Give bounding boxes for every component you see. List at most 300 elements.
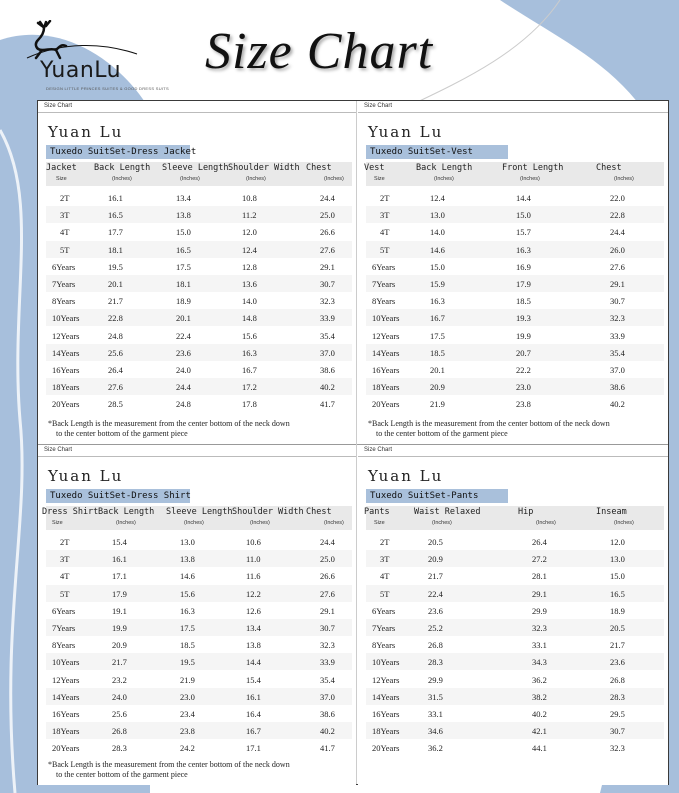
table-cell: 17.2 — [242, 382, 257, 393]
table-cell: 30.7 — [320, 279, 335, 289]
table-cell: 16.1 — [112, 554, 127, 565]
table-row — [366, 567, 664, 584]
panel-top-label: Size Chart — [38, 445, 356, 457]
table-cell: 26.6 — [320, 227, 335, 238]
table-cell: 14.4 — [246, 657, 261, 668]
table-cell: 16.3 — [516, 244, 531, 255]
table-cell: 28.3 — [610, 691, 625, 702]
table-cell: 20Years — [372, 743, 400, 754]
table-cell: 16.1 — [108, 193, 123, 203]
panel-subtitle: Tuxedo SuitSet-Vest — [366, 145, 508, 159]
table-cell: 20.1 — [176, 313, 191, 324]
table-row — [46, 636, 352, 653]
table-cell: 24.8 — [176, 399, 191, 410]
table-cell: 6Years — [52, 261, 76, 272]
column-header: Chest — [596, 163, 622, 173]
table-cell: 19.3 — [516, 313, 531, 324]
panel-top-label: Size Chart — [358, 101, 668, 113]
column-unit: (Inches) — [614, 176, 634, 182]
table-cell: 12.4 — [242, 244, 257, 255]
table-cell: 17.7 — [108, 227, 123, 238]
column-unit: (Inches) — [246, 176, 266, 182]
table-cell: 25.0 — [320, 210, 335, 221]
table-cell: 10Years — [52, 657, 80, 668]
table-row — [46, 223, 352, 240]
table-cell: 2T — [380, 193, 390, 203]
column-header: Vest — [364, 163, 385, 173]
column-header: Front Length — [502, 163, 564, 173]
panel-brand: Yuan Lu — [368, 123, 444, 141]
table-cell: 40.2 — [610, 399, 625, 410]
table-cell: 18.9 — [610, 605, 625, 616]
column-header: Shoulder Width — [232, 507, 304, 517]
table-cell: 10.6 — [246, 537, 261, 547]
column-header: Chest — [306, 507, 332, 517]
table-cell: 16Years — [372, 365, 400, 375]
panel-dress-shirt — [38, 445, 356, 785]
table-cell: 27.6 — [610, 261, 625, 272]
table-cell: 18Years — [372, 726, 400, 737]
table-cell: 19.1 — [112, 605, 127, 616]
column-unit: (Inches) — [614, 520, 634, 526]
table-row — [46, 241, 352, 258]
table-cell: 33.9 — [610, 330, 625, 341]
table-row — [366, 292, 664, 309]
table-cell: 38.6 — [320, 709, 335, 719]
table-row — [46, 567, 352, 584]
table-cell: 20.1 — [108, 279, 123, 289]
table-cell: 27.2 — [532, 554, 547, 565]
table-cell: 32.3 — [320, 296, 335, 307]
column-header: Sleeve Length — [162, 163, 229, 173]
table-cell: 14Years — [372, 691, 400, 702]
column-header: Chest — [306, 163, 332, 173]
table-row — [366, 223, 664, 240]
table-cell: 11.6 — [246, 571, 261, 582]
table-cell: 18Years — [372, 382, 400, 393]
table-cell: 23.2 — [112, 674, 127, 685]
table-cell: 25.0 — [320, 554, 335, 565]
table-cell: 30.7 — [610, 726, 625, 737]
table-cell: 8Years — [372, 640, 396, 651]
column-header: Sleeve Length — [166, 507, 233, 517]
table-cell: 23.8 — [516, 399, 531, 410]
table-cell: 8Years — [372, 296, 396, 307]
table-cell: 15.0 — [516, 210, 531, 221]
table-row — [46, 378, 352, 395]
table-cell: 29.1 — [320, 261, 335, 272]
table-cell: 15.0 — [176, 227, 191, 238]
table-row — [366, 258, 664, 275]
table-cell: 32.3 — [610, 743, 625, 754]
table-cell: 6Years — [52, 605, 76, 616]
table-cell: 13.4 — [246, 623, 261, 633]
table-cell: 14.0 — [430, 227, 445, 238]
table-cell: 21.9 — [180, 674, 195, 685]
table-cell: 29.1 — [532, 588, 547, 599]
table-cell: 14.0 — [242, 296, 257, 307]
table-cell: 17.1 — [112, 571, 127, 582]
panel-top-label: Size Chart — [38, 101, 356, 113]
table-row — [46, 739, 352, 756]
table-cell: 22.4 — [176, 330, 191, 341]
table-cell: 20.9 — [112, 640, 127, 651]
table-cell: 14Years — [52, 691, 80, 702]
table-cell: 12.2 — [246, 588, 261, 599]
table-header — [366, 162, 664, 186]
table-cell: 29.9 — [428, 674, 443, 685]
table-cell: 7Years — [372, 623, 396, 633]
footnote-line-2: to the center bottom of the garment piece — [376, 429, 508, 438]
table-cell: 18.5 — [516, 296, 531, 307]
table-row — [366, 309, 664, 326]
table-cell: 5T — [60, 588, 70, 599]
table-row — [46, 722, 352, 739]
table-cell: 18.1 — [108, 244, 123, 255]
table-cell: 25.6 — [112, 709, 127, 719]
table-row — [46, 309, 352, 326]
panel-brand: Yuan Lu — [368, 467, 444, 485]
table-cell: 16.7 — [246, 726, 261, 737]
table-cell: 33.1 — [532, 640, 547, 651]
table-cell: 34.6 — [428, 726, 443, 737]
table-cell: 22.8 — [108, 313, 123, 324]
table-row — [46, 206, 352, 223]
table-cell: 21.7 — [610, 640, 625, 651]
table-cell: 13.6 — [242, 279, 257, 289]
panel-brand: Yuan Lu — [48, 123, 124, 141]
table-cell: 23.6 — [428, 605, 443, 616]
table-cell: 28.3 — [112, 743, 127, 754]
table-cell: 15.7 — [516, 227, 531, 238]
table-cell: 21.7 — [428, 571, 443, 582]
table-cell: 36.2 — [428, 743, 443, 754]
column-unit: Size — [56, 176, 67, 182]
table-cell: 34.3 — [532, 657, 547, 668]
table-row — [366, 327, 664, 344]
table-row — [46, 653, 352, 670]
table-cell: 12Years — [372, 674, 400, 685]
column-unit: (Inches) — [520, 176, 540, 182]
table-cell: 2T — [380, 537, 390, 547]
table-cell: 19.5 — [180, 657, 195, 668]
table-row — [366, 533, 664, 550]
table-cell: 14.6 — [180, 571, 195, 582]
table-cell: 38.6 — [610, 382, 625, 393]
panel-subtitle: Tuxedo SuitSet-Dress Shirt — [46, 489, 190, 503]
table-cell: 24.4 — [176, 382, 191, 393]
table-cell: 11.2 — [242, 210, 257, 221]
panel-vest — [358, 101, 668, 441]
table-cell: 23.8 — [180, 726, 195, 737]
table-row — [46, 602, 352, 619]
table-cell: 20.1 — [430, 365, 445, 375]
table-cell: 18.9 — [176, 296, 191, 307]
table-row — [46, 705, 352, 722]
table-cell: 18.5 — [430, 347, 445, 358]
table-cell: 12.8 — [242, 261, 257, 272]
panel-subtitle: Tuxedo SuitSet-Dress Jacket — [46, 145, 190, 159]
table-cell: 37.0 — [320, 347, 335, 358]
table-row — [366, 722, 664, 739]
table-cell: 29.9 — [532, 605, 547, 616]
table-cell: 3T — [380, 210, 390, 221]
table-cell: 16Years — [52, 709, 80, 719]
table-cell: 7Years — [52, 279, 76, 289]
table-cell: 17.5 — [180, 623, 195, 633]
table-cell: 12.0 — [610, 537, 625, 547]
column-header: Waist Relaxed — [414, 507, 481, 517]
table-cell: 26.8 — [610, 674, 625, 685]
column-unit: (Inches) — [324, 520, 344, 526]
table-cell: 7Years — [52, 623, 76, 633]
table-cell: 37.0 — [320, 691, 335, 702]
table-cell: 40.2 — [320, 382, 335, 393]
table-cell: 12.0 — [242, 227, 257, 238]
table-row — [46, 258, 352, 275]
table-row — [366, 585, 664, 602]
table-cell: 40.2 — [532, 709, 547, 719]
table-cell: 16.3 — [430, 296, 445, 307]
table-cell: 32.3 — [320, 640, 335, 651]
panel-subtitle: Tuxedo SuitSet-Pants — [366, 489, 508, 503]
table-cell: 26.4 — [532, 537, 547, 547]
table-cell: 16Years — [372, 709, 400, 719]
table-cell: 19.5 — [108, 261, 123, 272]
table-cell: 30.7 — [320, 623, 335, 633]
table-cell: 5T — [380, 244, 390, 255]
table-cell: 33.1 — [428, 709, 443, 719]
table-cell: 38.2 — [532, 691, 547, 702]
column-header: Shoulder Width — [228, 163, 300, 173]
table-cell: 27.6 — [320, 588, 335, 599]
table-cell: 8Years — [52, 296, 76, 307]
table-row — [366, 344, 664, 361]
table-cell: 27.6 — [108, 382, 123, 393]
table-cell: 10Years — [52, 313, 80, 324]
table-cell: 12Years — [52, 674, 80, 685]
panel-brand: Yuan Lu — [48, 467, 124, 485]
table-row — [366, 705, 664, 722]
table-cell: 36.2 — [532, 674, 547, 685]
table-cell: 26.0 — [610, 244, 625, 255]
table-row — [366, 395, 664, 412]
table-cell: 3T — [60, 210, 70, 221]
column-unit: (Inches) — [184, 520, 204, 526]
table-row — [46, 550, 352, 567]
table-cell: 16.7 — [242, 365, 257, 375]
table-cell: 29.1 — [320, 605, 335, 616]
table-cell: 20Years — [52, 399, 80, 410]
table-row — [366, 206, 664, 223]
column-unit: (Inches) — [434, 176, 454, 182]
table-cell: 15.4 — [246, 674, 261, 685]
table-cell: 6Years — [372, 261, 396, 272]
table-cell: 16.5 — [176, 244, 191, 255]
table-cell: 35.4 — [320, 674, 335, 685]
table-cell: 16.3 — [180, 605, 195, 616]
table-cell: 17.5 — [176, 261, 191, 272]
table-cell: 44.1 — [532, 743, 547, 754]
table-cell: 19.9 — [516, 330, 531, 341]
table-row — [46, 327, 352, 344]
table-cell: 18Years — [52, 382, 80, 393]
column-unit: (Inches) — [112, 176, 132, 182]
table-cell: 22.8 — [610, 210, 625, 221]
table-cell: 17.1 — [246, 743, 261, 754]
footnote-line-1: *Back Length is the measurement from the center bottom of the neck down — [48, 419, 290, 428]
table-cell: 22.4 — [428, 588, 443, 599]
table-cell: 13.0 — [180, 537, 195, 547]
table-cell: 5T — [60, 244, 70, 255]
table-cell: 26.8 — [112, 726, 127, 737]
table-cell: 4T — [60, 571, 70, 582]
table-cell: 12.4 — [430, 193, 445, 203]
table-cell: 22.2 — [516, 365, 531, 375]
footnote-line-2: to the center bottom of the garment piece — [56, 429, 188, 438]
table-cell: 21.7 — [112, 657, 127, 668]
table-cell: 21.9 — [430, 399, 445, 410]
table-cell: 30.7 — [610, 296, 625, 307]
table-row — [366, 636, 664, 653]
table-cell: 32.3 — [532, 623, 547, 633]
table-cell: 26.8 — [428, 640, 443, 651]
table-cell: 3T — [60, 554, 70, 565]
table-row — [366, 671, 664, 688]
column-header: Hip — [518, 507, 534, 517]
table-cell: 24.0 — [176, 365, 191, 375]
column-unit: (Inches) — [116, 520, 136, 526]
table-cell: 14.6 — [430, 244, 445, 255]
table-cell: 25.2 — [428, 623, 443, 633]
table-row — [46, 275, 352, 292]
table-cell: 41.7 — [320, 399, 335, 410]
table-cell: 8Years — [52, 640, 76, 651]
table-row — [366, 602, 664, 619]
column-unit: Size — [374, 176, 385, 182]
table-cell: 6Years — [372, 605, 396, 616]
table-cell: 13.0 — [430, 210, 445, 221]
column-unit: (Inches) — [432, 520, 452, 526]
table-cell: 23.6 — [176, 347, 191, 358]
table-cell: 28.1 — [532, 571, 547, 582]
table-header — [42, 506, 352, 530]
table-cell: 17.9 — [516, 279, 531, 289]
table-cell: 20Years — [52, 743, 80, 754]
table-cell: 23.0 — [516, 382, 531, 393]
table-cell: 28.3 — [428, 657, 443, 668]
table-cell: 22.0 — [610, 193, 625, 203]
column-unit: (Inches) — [324, 176, 344, 182]
size-chart-frame — [37, 100, 669, 785]
table-cell: 31.5 — [428, 691, 443, 702]
table-row — [46, 585, 352, 602]
table-cell: 16.5 — [108, 210, 123, 221]
footnote-line-1: *Back Length is the measurement from the center bottom of the neck down — [368, 419, 610, 428]
table-cell: 20.7 — [516, 347, 531, 358]
table-row — [46, 688, 352, 705]
table-cell: 18Years — [52, 726, 80, 737]
table-cell: 2T — [60, 193, 70, 203]
table-row — [46, 395, 352, 412]
table-cell: 15.0 — [610, 571, 625, 582]
table-header — [46, 162, 352, 186]
table-cell: 10Years — [372, 313, 400, 324]
table-cell: 15.4 — [112, 537, 127, 547]
table-cell: 24.4 — [320, 193, 335, 203]
table-cell: 35.4 — [320, 330, 335, 341]
column-header: Dress Shirt — [42, 507, 99, 517]
table-cell: 32.3 — [610, 313, 625, 324]
table-cell: 23.4 — [180, 709, 195, 719]
table-cell: 20.5 — [428, 537, 443, 547]
table-cell: 20.9 — [428, 554, 443, 565]
table-cell: 24.8 — [108, 330, 123, 341]
table-cell: 15.6 — [180, 588, 195, 599]
table-cell: 4T — [60, 227, 70, 238]
table-header — [366, 506, 664, 530]
panel-jacket — [38, 101, 356, 441]
table-row — [46, 189, 352, 206]
column-header: Jacket — [46, 163, 77, 173]
table-cell: 33.9 — [320, 313, 335, 324]
table-cell: 24.4 — [610, 227, 625, 238]
table-cell: 18.5 — [180, 640, 195, 651]
table-cell: 25.6 — [108, 347, 123, 358]
brand-logo-text: YuanLu — [40, 58, 122, 83]
table-cell: 13.0 — [610, 554, 625, 565]
table-cell: 38.6 — [320, 365, 335, 375]
table-row — [366, 739, 664, 756]
table-cell: 10Years — [372, 657, 400, 668]
table-cell: 26.4 — [108, 365, 123, 375]
table-cell: 24.2 — [180, 743, 195, 754]
table-cell: 23.6 — [610, 657, 625, 668]
table-cell: 14Years — [372, 347, 400, 358]
table-row — [46, 619, 352, 636]
column-header: Inseam — [596, 507, 627, 517]
table-cell: 29.5 — [610, 709, 625, 719]
table-cell: 3T — [380, 554, 390, 565]
table-cell: 20.9 — [430, 382, 445, 393]
table-cell: 20.5 — [610, 623, 625, 633]
table-cell: 16.4 — [246, 709, 261, 719]
table-cell: 5T — [380, 588, 390, 599]
brand-tagline: DESIGN LITTLE PRINCES SUITES & GOOD DRESS SUITS — [46, 86, 170, 91]
table-cell: 35.4 — [610, 347, 625, 358]
table-cell: 40.2 — [320, 726, 335, 737]
table-cell: 17.9 — [112, 588, 127, 599]
table-cell: 4T — [380, 571, 390, 582]
table-cell: 10.8 — [242, 193, 257, 203]
table-cell: 20Years — [372, 399, 400, 410]
column-unit: (Inches) — [180, 176, 200, 182]
table-cell: 16.3 — [242, 347, 257, 358]
table-cell: 16Years — [52, 365, 80, 375]
panel-top-label: Size Chart — [358, 445, 668, 457]
table-cell: 14.8 — [242, 313, 257, 324]
table-row — [46, 292, 352, 309]
table-cell: 13.8 — [180, 554, 195, 565]
table-cell: 7Years — [372, 279, 396, 289]
table-cell: 17.8 — [242, 399, 257, 410]
table-cell: 15.9 — [430, 279, 445, 289]
table-cell: 12Years — [372, 330, 400, 341]
table-cell: 37.0 — [610, 365, 625, 375]
table-cell: 15.0 — [430, 261, 445, 272]
table-cell: 2T — [60, 537, 70, 547]
table-cell: 16.9 — [516, 261, 531, 272]
